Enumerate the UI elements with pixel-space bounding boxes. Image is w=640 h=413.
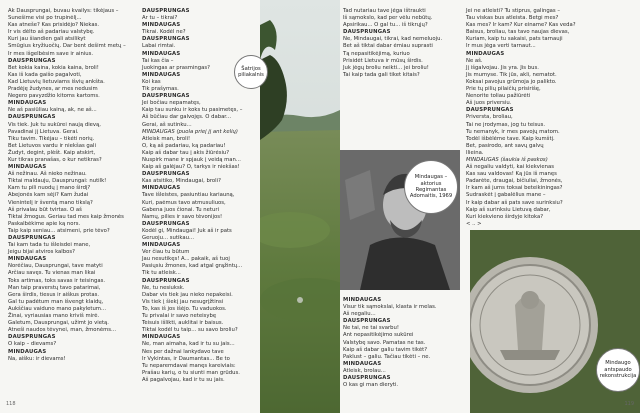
text-line: O kaip – dievams? bbox=[8, 341, 57, 348]
text-line: Labai rimtai. bbox=[142, 43, 176, 50]
text-line: Priversta, broliau, bbox=[466, 114, 513, 121]
text-line: Pavadinai jį Lietuva. Gerai. bbox=[8, 128, 79, 135]
text-line: Geruoju... sutikau... bbox=[142, 235, 194, 241]
text-line: Tai ne jrodymas, jog tu teisus. bbox=[466, 121, 546, 128]
text-column-left-2 bbox=[142, 8, 242, 384]
text-line: Ak Dausprungai, buvau kvailys: tikėjaus – bbox=[8, 8, 119, 14]
text-line: MINDAUGAS bbox=[142, 185, 181, 192]
text-line: Gerai, aš sutinku... bbox=[142, 121, 192, 128]
text-line: MINDAUGAS bbox=[142, 22, 181, 29]
text-line: Pradėję žudynes, ar mes nedusim bbox=[8, 86, 98, 93]
text-line: Tiktai kodėl tu taip... su savo broliu? bbox=[142, 327, 238, 334]
text-line: Kuri kiekvieno širdyje kitoka? bbox=[466, 213, 544, 220]
text-line: Gal tu padėtum man išvengt klaidų, bbox=[8, 298, 104, 305]
text-line: O, ką aš padariau, ką padariau! bbox=[142, 142, 226, 149]
text-line: Kur tikras pranašas, o kur netikras? bbox=[8, 156, 102, 163]
text-line: Valstybę savo. Pamatas ne tas. bbox=[343, 339, 426, 346]
text-line: Aš negaliu valdyti, kai kiekvienas bbox=[466, 164, 555, 171]
text-line: Namų, pilies ir savo tėvonijos! bbox=[142, 213, 223, 220]
text-line: MINDAUGAS bbox=[343, 297, 382, 303]
text-line: Tad nutariau tave jėga ištraukti bbox=[343, 8, 426, 14]
text-line: Taip kaip seniau... atsimeni, prie tėvo? bbox=[8, 227, 110, 234]
text-line: Tu privalai ir savo neteisybę bbox=[142, 313, 217, 320]
text-line: Toks artimas, toks savas ir teisingas. bbox=[8, 277, 106, 284]
text-line: Dabar vis tiek jau nieko nepakeisi. bbox=[142, 291, 233, 298]
caption-portrait: Mindaugas – aktorius Regimantas Adomaitis, 1969 bbox=[404, 160, 458, 214]
text-line: MINDAUGAS bbox=[142, 71, 181, 78]
text-line: Jį išgalvojau. Jis yra. Jis bus. bbox=[466, 64, 539, 71]
text-line: Pasiųsiu žmones, kad atgal grąžintų... bbox=[142, 263, 243, 270]
text-line: Tai kas čia – bbox=[142, 57, 174, 64]
text-line: Tik tu atleisk... bbox=[142, 270, 181, 277]
text-line: Jis mumyse. Tik jūs, akli, nematot. bbox=[466, 71, 557, 78]
text-line: Prisidėt Lietuva ir mūsų širdis. bbox=[343, 57, 423, 64]
text-line: Bet, pasirodo, ant savų galvų bbox=[466, 142, 544, 149]
text-line: MINDAUGAS (puola prieį jį ant kelių) bbox=[142, 128, 238, 135]
text-line: Aukščiau vaiduno mano pakyletum... bbox=[8, 305, 107, 312]
text-line: MINDAUGAS bbox=[8, 100, 47, 107]
text-line: Todėl išbėlėme tave. Kaip kumštį. bbox=[466, 135, 555, 142]
text-line: Ir mus jėga verti tarnaut... bbox=[466, 43, 536, 50]
text-line: Tau viskas bus atleista. Betgi mes? bbox=[466, 15, 559, 22]
text-line: Kuriam, kaip tu sakaisi, pats tarnauji bbox=[466, 36, 563, 43]
text-line: Ir kam aš jums toksai beteikiningas? bbox=[466, 185, 563, 192]
text-line: Ilieina. bbox=[466, 149, 484, 156]
text-line: DAUSPRUNGAS bbox=[142, 93, 190, 100]
text-line: DAUSPRUNGAS bbox=[142, 8, 190, 14]
text-line: Kaip aš surinksiu Lietuvą dabar, bbox=[466, 206, 551, 213]
text-line: Tik prašymas. bbox=[142, 86, 179, 93]
text-line: To, kas iš jos išėjo. Tu vaduokos. bbox=[142, 305, 227, 312]
text-line: Ne tai, ne tai svarbu! bbox=[343, 325, 400, 332]
text-line: Ir vis dėlto aš padariau valstybę. bbox=[8, 29, 95, 36]
text-line: DAUSPRUNGAS bbox=[343, 318, 391, 325]
text-line: Smūgius kryžiuočių. Dar bent dešimt metų – bbox=[8, 43, 126, 50]
text-line: Kas atsitiko, Mindaugai, broli? bbox=[142, 178, 221, 185]
text-line: Kas mes? Ir kam? Kur einame? Kas veda? bbox=[466, 22, 576, 29]
text-line: MINDAUGAS bbox=[8, 164, 47, 171]
text-line: MINDAUGAS bbox=[343, 360, 382, 367]
text-line: Juokingas ar prasmingas? bbox=[142, 64, 210, 71]
caption-tree: Šatrijos piliakalnis bbox=[234, 55, 268, 89]
text-line: Ant nepasitikėjimo sukūrei bbox=[343, 332, 414, 339]
text-line: Nenorite toliau pažiūrėti bbox=[466, 93, 531, 100]
text-line: Gera širdis, tiesus ir aiškus protas. bbox=[8, 291, 100, 298]
text-line: Paklust – galiu. Tačiau tikėti – ne. bbox=[343, 353, 431, 360]
text-line: Ne aš. bbox=[466, 57, 483, 64]
text-line: Norėčiau, Dausprungai, tave matyti bbox=[8, 263, 103, 270]
text-line: Ir kaip dabar aš pats save surinksiu? bbox=[466, 199, 563, 206]
text-line: Tave išleistes, pasiuntiau kariauną, bbox=[142, 192, 235, 199]
text-line: MINDAUGAS bbox=[142, 50, 181, 57]
text-line: Aš nežinau. Aš nieko nežinau. bbox=[8, 171, 87, 178]
text-line: Atneši naudos tėvynei, man, žmonėms... bbox=[8, 327, 117, 334]
text-line: Vis tiek. Juk tu sukūrei naują dievą, bbox=[8, 121, 101, 128]
text-line: DAUSPRUNGAS bbox=[142, 277, 190, 284]
text-line: DAUSPRUNGAS bbox=[343, 29, 391, 36]
text-line: Paskalbėkime apie ką nors. bbox=[8, 220, 81, 227]
text-line: Bet kokia kaina, kokia kaina, broli! bbox=[8, 64, 99, 71]
text-line: Kaip aš dabar galiu tavim tikėt? bbox=[343, 346, 428, 353]
text-column-right-1 bbox=[343, 8, 442, 79]
text-line: Ne, Mindaugai, tikrai, kad nemeluoju. bbox=[343, 36, 443, 43]
text-line: Žudyt, degint, plėšt. Kaip atskirt, bbox=[8, 149, 96, 156]
text-line: Kaip aš dabar tau į akis žiūrėsiu? bbox=[142, 149, 230, 156]
text-line: Arčiau savęs. Tu vienas man likai bbox=[8, 270, 96, 277]
text-line: Kas atneše? Kas prisidėjo? Niekas. bbox=[8, 22, 100, 29]
text-line: MINDAUGAS bbox=[466, 50, 505, 57]
text-line: Jei ne atleisti? Tu stiprus, galingas – bbox=[466, 8, 561, 14]
text-line: Tikrai. Kodėl ne? bbox=[142, 29, 186, 36]
text-line: Prie tų pilių pilaičių prisirišę, bbox=[466, 86, 541, 93]
text-line: Tiktai maldauju, Dausprungai: nutilk! bbox=[8, 178, 107, 185]
text-column-right-1b bbox=[343, 297, 437, 389]
page-number-right: 119 bbox=[624, 401, 634, 407]
text-line: Žinai, vyriausias mano kriviš mirė. bbox=[8, 313, 100, 320]
text-line: Aš juos priversiu. bbox=[466, 100, 512, 107]
text-line: O kas gi man dieryti. bbox=[343, 382, 399, 389]
text-line: Tai kaip tada gali tiket kitais? bbox=[343, 71, 420, 78]
text-line: < .. > bbox=[466, 220, 482, 227]
text-line: Apsirikau... O gal tu... iš tikrųjų? bbox=[343, 22, 428, 29]
text-line: Sunešime visi po trupinėlį... bbox=[8, 15, 82, 22]
text-line: DAUSPRUNGAS bbox=[466, 107, 514, 114]
text-line: Atleisk man, broli! bbox=[142, 135, 191, 142]
text-line: Ne, tu nesiuksk. bbox=[142, 284, 185, 291]
text-line: Aš negaliu... bbox=[343, 311, 376, 318]
text-line: Kuri jau šiandien gali atsilikyt bbox=[8, 36, 86, 43]
caption-seal: Mindaugo antspaudo rekonstrukcija bbox=[596, 348, 640, 392]
text-line: MINDAUGAS bbox=[8, 348, 47, 355]
text-line: Kaip aš galėjau? O, tarkys ir niekšas! bbox=[142, 164, 240, 171]
text-line: Iš sąmokslo, kad per vėlu nebūtų. bbox=[343, 15, 433, 22]
text-line: Abejonės kam sėji? Kam žudai bbox=[8, 192, 89, 199]
text-line: Tu neparemdavai manęs kareiviais: bbox=[142, 362, 236, 369]
text-line: Galetum, Dausprungai, užimt jo vietą. bbox=[8, 320, 109, 327]
text-line: Ir Vykintas, ir Daumantas... Be to bbox=[142, 355, 230, 362]
text-line: Kas iš kada gaišo pagalvoti, bbox=[8, 71, 82, 78]
text-line: Visur tik sąmokslai, klasta ir melas. bbox=[343, 304, 437, 311]
text-line: Nes per dažnai lankydavo tave bbox=[142, 348, 224, 355]
text-line: Ir mes išgelbėsim save ir ainius. bbox=[8, 50, 94, 57]
text-line: Kaip tau sunku ir koks tu pasimetęs, – bbox=[142, 107, 243, 114]
text-column-left-1 bbox=[8, 8, 126, 363]
text-line: DAUSPRUNGAS bbox=[8, 57, 56, 64]
text-line: Jau nesutikęs! A... pakaik, aš tuoj bbox=[142, 256, 230, 263]
text-line: Tą nepasitikėjimą, kuriuo bbox=[343, 50, 410, 57]
text-line: Tiktai žmogus. Geriau tad mes kaip žmonės bbox=[8, 213, 124, 220]
text-line: Kam tu pili nuodų į mano širdį? bbox=[8, 185, 91, 192]
text-line: Man taip praverstų tavo patarimai, bbox=[8, 284, 101, 291]
text-line: Prašau karių, o tu siunti man grūdus. bbox=[142, 369, 240, 376]
text-line: Bet aš tiktai dabar ėmiau suprasti bbox=[343, 43, 433, 50]
text-line: MINDAUGAS bbox=[142, 242, 181, 249]
text-line: Aš pagalvojau, kad ir tu su jais. bbox=[142, 376, 225, 383]
text-line: Padarėte, draugai, bičiuliai, žmonės, bbox=[466, 178, 563, 185]
text-line: DAUSPRUNGAS bbox=[8, 114, 56, 121]
text-line: MINDAUGAS bbox=[142, 334, 181, 341]
landscape-illustration bbox=[260, 0, 340, 413]
text-line: Kodėl gi, Mindaugai! Juk aš ir pats bbox=[142, 227, 232, 234]
text-line: Koksai pavojus grūmoja jo palikto. bbox=[466, 78, 557, 85]
text-line: Jeigu bijai atviros kalbos? bbox=[8, 249, 75, 256]
text-line: Negero pavyzdžio kitoms kartoms. bbox=[8, 93, 100, 100]
text-line: Tu nemanyk, ir mes pavojų matom. bbox=[466, 128, 560, 135]
text-line: Tiku tavim. Tikėjau – tikėti norių. bbox=[8, 135, 95, 142]
text-line: Jei bočiau nepamatęs, bbox=[142, 100, 201, 107]
text-line: Vis tiek į šiekį jau nesugrįžtinsi bbox=[142, 298, 224, 305]
satrija-hill-photo bbox=[260, 0, 340, 413]
text-line: Ver čiau tu būtum bbox=[142, 249, 190, 256]
text-line: Vienintelį ir šventą mano tikslą? bbox=[8, 199, 93, 206]
text-line: DAUSPRUNGAS bbox=[142, 220, 190, 227]
text-line: Aš būčiau dar galvojęs. O dabar... bbox=[142, 114, 232, 121]
text-line: DAUSPRUNGAS bbox=[142, 36, 190, 43]
text-line: Sudraskėt į gabalėlius mane – bbox=[466, 192, 546, 199]
text-line: Ar tu – tikrai? bbox=[142, 15, 178, 22]
text-line: Juk jėgų broliu neikti... jei broliu! bbox=[343, 64, 429, 71]
text-line: Nuspirk mane ir spjauk į veidą man... bbox=[142, 156, 241, 163]
text-line: DAUSPRUNGAS bbox=[343, 375, 391, 382]
text-line: MINDAUGAS (šaukia iš paskos) bbox=[466, 156, 548, 163]
text-line: Kad Lietuvių lietuviams išvių ankšta. bbox=[8, 78, 105, 85]
text-line: MINDAUGAS bbox=[8, 256, 47, 263]
text-line: Atleisk, brolau... bbox=[343, 367, 386, 374]
text-line: Kas sau valdovas! Ką jūs iš manęs bbox=[466, 171, 557, 178]
text-line: Baisus, broliau, tas tavo naujas dievas, bbox=[466, 29, 570, 36]
text-line: Kuri, paėmus tavo atmusuliuos, bbox=[142, 199, 226, 206]
text-line: Gabena juos čionai. Tu neturi bbox=[142, 206, 220, 213]
text-line: DAUSPRUNGAS bbox=[8, 334, 56, 341]
text-line: Teisuis išlikti, auklitai ir baisus. bbox=[142, 320, 224, 327]
text-line: Tai kam tada tu išleisdei mane, bbox=[8, 242, 91, 249]
page-number-left: 118 bbox=[6, 401, 16, 407]
text-line: Aš privalau būt tvirtas. O aš bbox=[8, 206, 82, 213]
text-column-right-2 bbox=[466, 8, 576, 228]
text-line: DAUSPRUNGAS bbox=[8, 235, 56, 241]
text-line: Koi kas bbox=[142, 78, 161, 85]
text-line: Na, aišku: ir dievams! bbox=[8, 355, 66, 362]
text-line: Bet Lietuvos vardu ir niekšas gali bbox=[8, 142, 96, 149]
text-line: DAUSPRUNGAS bbox=[142, 171, 190, 178]
text-line: Ne, man aimaha, kad ir tu su jais... bbox=[142, 341, 235, 348]
text-line: Ne aš pasiūliau kainą, ak, ne aš... bbox=[8, 107, 97, 114]
